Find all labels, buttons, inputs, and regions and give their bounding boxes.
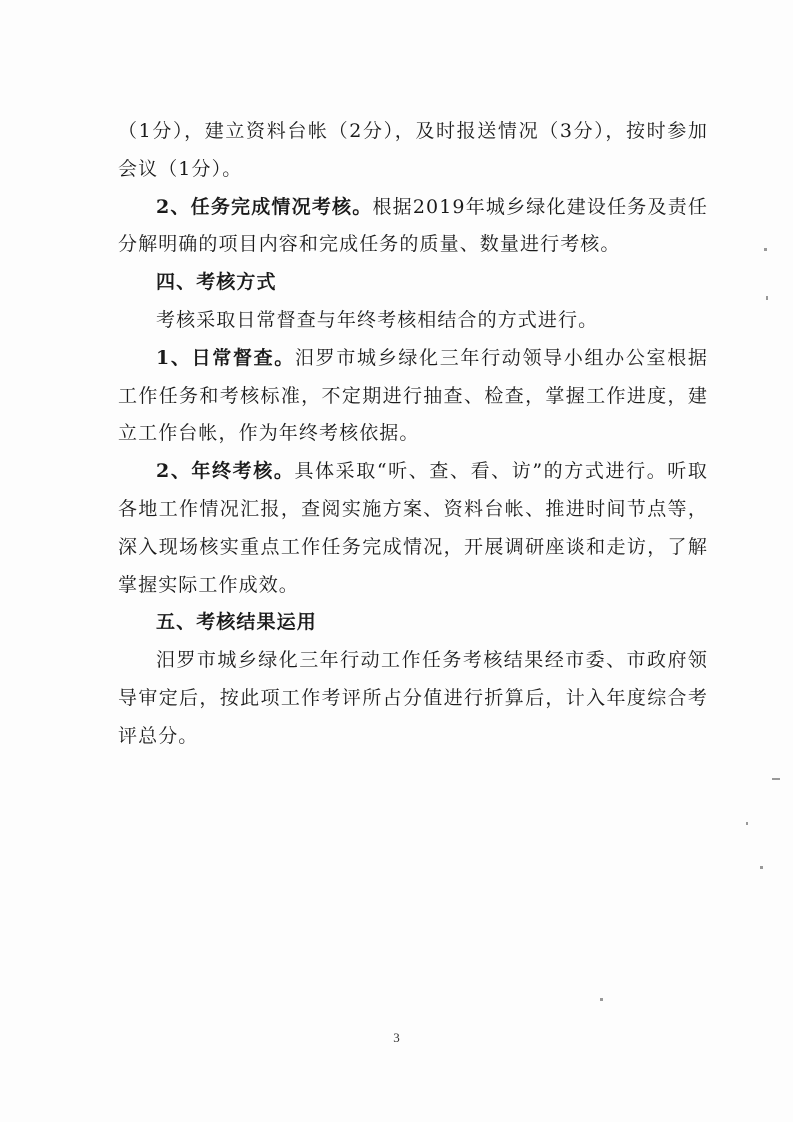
document-body (118, 113, 708, 756)
paragraph-lead: 1、日常督查。 (156, 346, 295, 369)
paragraph-result-application (118, 642, 708, 755)
paragraph-text: 具体采取“听、查、看、访”的方式进行。听取各地工作情况汇报，查阅实施方案、资料台帐、推进时间节点等，深入现场核实重点工作任务完成情况，开展调研座谈和走访，了解掌握实际工作成效。 (118, 460, 709, 596)
paragraph-task-completion (118, 189, 708, 265)
scan-speck (764, 248, 767, 251)
section-heading-assessment-method: 四、考核方式 (156, 271, 277, 294)
paragraph-assessment-intro (118, 302, 708, 340)
scan-speck (766, 296, 768, 300)
paragraph-lead: 2、任务完成情况考核。 (156, 195, 373, 218)
scan-speck (600, 998, 603, 1001)
scan-speck (760, 866, 763, 869)
scan-speck (746, 822, 748, 825)
paragraph-annual-assessment (118, 453, 708, 604)
paragraph-lead: 2、年终考核。 (156, 460, 295, 483)
section-heading-result-application: 五、考核结果运用 (156, 611, 317, 634)
paragraph-text: 汨罗市城乡绿化三年行动领导小组办公室根据工作任务和考核标准，不定期进行抽查、检查，掌握工作进度，建立工作台帐，作为年终考核依据。 (118, 346, 708, 445)
scan-speck (772, 778, 780, 780)
paragraph-text: 考核采取日常督查与年终考核相结合的方式进行。 (156, 308, 599, 331)
page-number: 3 (393, 1030, 400, 1045)
paragraph-text: 根据2019年城乡绿化建设任务及责任分解明确的项目内容和完成任务的质量、数量进行考核。 (118, 195, 709, 256)
paragraph-daily-inspection (118, 340, 708, 453)
paragraph-text: 汨罗市城乡绿化三年行动工作任务考核结果经市委、市政府领导审定后，按此项工作考评所占分值进行折算后，计入年度综合考评总分。 (118, 649, 708, 747)
paragraph-scoring-continued (118, 113, 708, 189)
paragraph-text: （1分），建立资料台帐（2分），及时报送情况（3分），按时参加会议（1分）。 (118, 120, 708, 180)
